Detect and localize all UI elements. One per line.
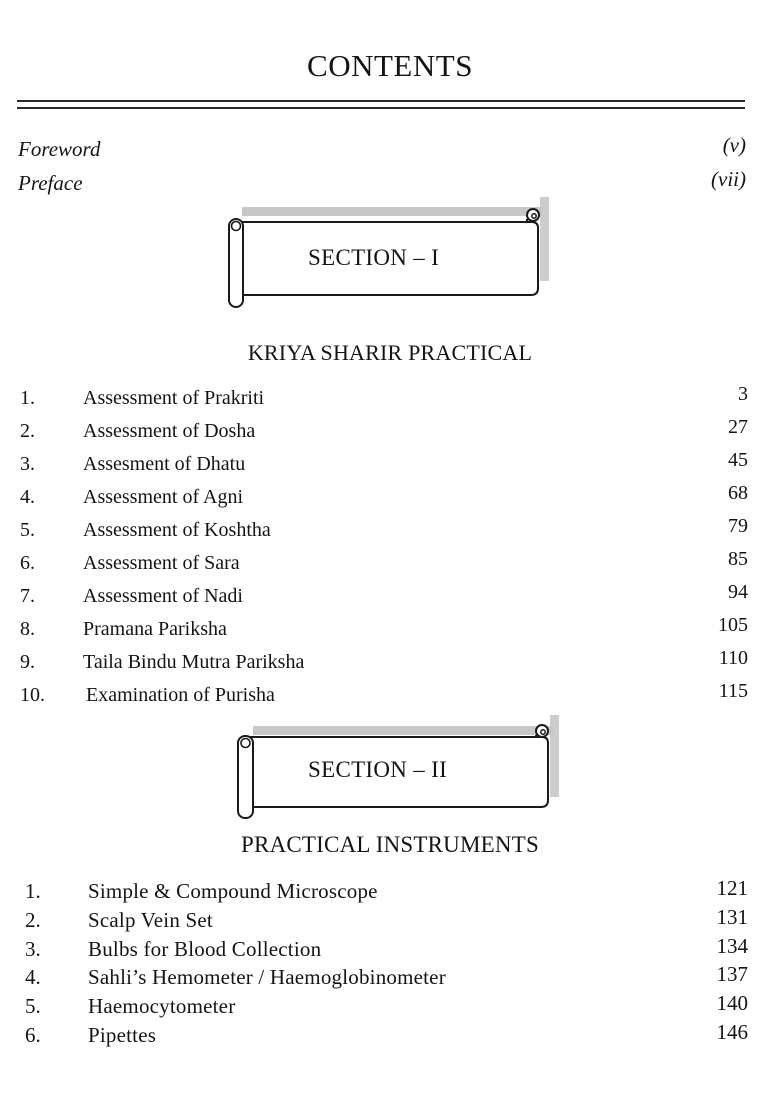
entry-page: 27 xyxy=(728,416,748,438)
section-2-heading: PRACTICAL INSTRUMENTS xyxy=(241,832,539,857)
entry-number: 10. xyxy=(20,684,45,706)
entry-page: 131 xyxy=(716,905,748,929)
entry-title[interactable]: Assessment of Sara xyxy=(83,552,240,574)
entry-number: 4. xyxy=(20,486,35,508)
entry-title[interactable]: Scalp Vein Set xyxy=(88,908,213,932)
entry-title[interactable]: Pramana Pariksha xyxy=(83,618,227,640)
entry-number: 8. xyxy=(20,618,35,640)
entry-number: 4. xyxy=(25,965,41,989)
entry-number: 1. xyxy=(20,387,35,409)
toc-row[interactable] xyxy=(0,449,780,483)
entry-number: 6. xyxy=(25,1023,41,1047)
section-2-banner xyxy=(231,710,571,830)
entry-title[interactable]: Assessment of Koshtha xyxy=(83,519,271,541)
entry-page: 105 xyxy=(718,614,748,636)
entry-number: 9. xyxy=(20,651,35,673)
toc-page-foreword: (v) xyxy=(722,133,746,157)
entry-number: 6. xyxy=(20,552,35,574)
entry-title[interactable]: Simple & Compound Microscope xyxy=(88,879,378,903)
entry-title[interactable]: Taila Bindu Mutra Pariksha xyxy=(83,651,305,673)
section-1-heading: KRIYA SHARIR PRACTICAL xyxy=(247,340,533,365)
entry-page: 121 xyxy=(716,876,748,900)
entry-number: 3. xyxy=(20,453,35,475)
toc-row[interactable] xyxy=(0,383,780,417)
toc-row[interactable] xyxy=(0,581,780,615)
entry-title[interactable]: Sahli’s Hemometer / Haemoglobinometer xyxy=(88,965,446,989)
entry-title[interactable]: Assessment of Dosha xyxy=(83,420,256,442)
entry-page: 45 xyxy=(728,449,748,471)
section-1-label: SECTION – I xyxy=(308,245,440,270)
toc-row[interactable] xyxy=(0,1020,780,1053)
toc-page-preface: (vii) xyxy=(711,167,746,191)
entry-page: 94 xyxy=(728,581,748,603)
entry-title[interactable]: Assessment of Nadi xyxy=(83,585,243,607)
entry-page: 146 xyxy=(716,1020,748,1044)
entry-number: 3. xyxy=(25,937,41,961)
toc-row[interactable] xyxy=(0,515,780,549)
toc-row[interactable] xyxy=(0,934,780,967)
entry-title[interactable]: Haemocytometer xyxy=(88,994,236,1018)
section-2-label: SECTION – II xyxy=(308,757,448,782)
toc-row[interactable] xyxy=(0,962,780,995)
page-title: CONTENTS xyxy=(307,48,473,83)
entry-title[interactable]: Pipettes xyxy=(88,1023,157,1047)
entry-title[interactable]: Examination of Purisha xyxy=(86,684,275,706)
entry-page: 115 xyxy=(718,680,748,702)
entry-number: 7. xyxy=(20,585,35,607)
entry-title[interactable]: Bulbs for Blood Collection xyxy=(88,937,322,961)
toc-row[interactable] xyxy=(0,905,780,938)
entry-number: 1. xyxy=(25,879,41,903)
toc-row[interactable] xyxy=(0,991,780,1024)
toc-row[interactable] xyxy=(0,876,780,909)
entry-page: 79 xyxy=(728,515,748,537)
entry-page: 3 xyxy=(738,383,748,405)
toc-row[interactable] xyxy=(0,416,780,450)
entry-number: 5. xyxy=(20,519,35,541)
entry-page: 68 xyxy=(728,482,748,504)
toc-row[interactable] xyxy=(0,482,780,516)
title-rule-top xyxy=(17,100,745,102)
entry-title[interactable]: Assessment of Prakriti xyxy=(83,387,265,409)
entry-title[interactable]: Assesment of Dhatu xyxy=(83,453,246,475)
entry-number: 2. xyxy=(20,420,35,442)
toc-row[interactable] xyxy=(0,548,780,582)
toc-entry-foreword[interactable]: Foreword xyxy=(18,137,101,161)
entry-page: 134 xyxy=(716,934,748,958)
title-rule-bottom xyxy=(17,107,745,109)
entry-page: 137 xyxy=(716,962,748,986)
toc-entry-preface[interactable]: Preface xyxy=(18,171,83,195)
entry-number: 2. xyxy=(25,908,41,932)
section-1-banner xyxy=(222,193,562,313)
entry-page: 85 xyxy=(728,548,748,570)
entry-number: 5. xyxy=(25,994,41,1018)
entry-page: 110 xyxy=(718,647,748,669)
entry-title[interactable]: Assessment of Agni xyxy=(83,486,243,508)
entry-page: 140 xyxy=(716,991,748,1015)
toc-row[interactable] xyxy=(0,647,780,681)
toc-row[interactable] xyxy=(0,614,780,648)
